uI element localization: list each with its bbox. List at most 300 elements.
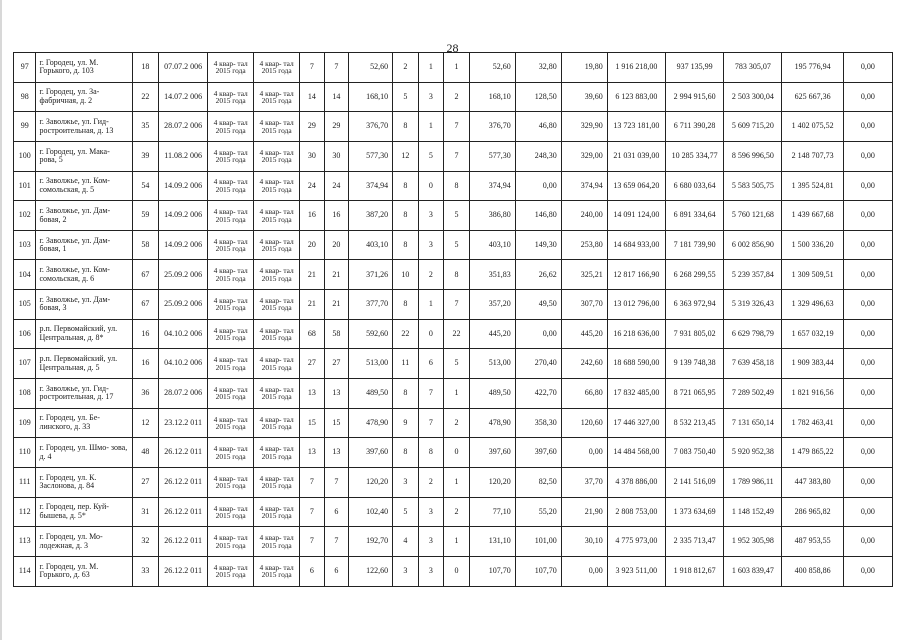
area-3-cell: 422,70	[515, 379, 561, 409]
cost-3-cell: 1 402 075,52	[782, 112, 843, 142]
quarter-start-cell: 4 квар- тал 2015 года	[208, 112, 254, 142]
housing-registry-table	[13, 52, 893, 587]
table-row	[14, 230, 893, 260]
cost-1-cell: 6 268 299,55	[665, 260, 723, 290]
row-number-cell: 100	[14, 141, 36, 171]
cost-total-cell: 14 091 124,00	[607, 201, 665, 231]
count-2-cell: 58	[324, 319, 349, 349]
year-cell: 59	[132, 201, 159, 231]
area-2-cell: 513,00	[469, 349, 515, 379]
address-cell: г. Городец, ул. М. Горького, д. 63	[36, 556, 132, 586]
table-row	[14, 53, 893, 83]
area-3-cell: 49,50	[515, 290, 561, 320]
quarter-start-cell: 4 квар- тал 2015 года	[208, 408, 254, 438]
people-1-cell: 1	[418, 290, 444, 320]
date-cell: 28.07.2 006	[159, 112, 208, 142]
cost-4-cell: 0,00	[843, 438, 892, 468]
quarter-end-cell: 4 квар- тал 2015 года	[254, 319, 300, 349]
quarter-end-cell: 4 квар- тал 2015 года	[254, 556, 300, 586]
area-3-cell: 101,00	[515, 527, 561, 557]
area-3-cell: 55,20	[515, 497, 561, 527]
quarter-start-cell: 4 квар- тал 2015 года	[208, 379, 254, 409]
cost-2-cell: 7 131 650,14	[724, 408, 782, 438]
area-4-cell: 21,90	[561, 497, 607, 527]
year-cell: 39	[132, 141, 159, 171]
area-4-cell: 39,60	[561, 82, 607, 112]
cost-2-cell: 1 952 305,98	[724, 527, 782, 557]
cost-3-cell: 1 782 463,41	[782, 408, 843, 438]
table-row	[14, 408, 893, 438]
cost-1-cell: 7 931 805,02	[665, 319, 723, 349]
count-2-cell: 6	[324, 497, 349, 527]
year-cell: 32	[132, 527, 159, 557]
people-1-cell: 3	[418, 527, 444, 557]
area-total-cell: 168,10	[349, 82, 393, 112]
area-2-cell: 478,90	[469, 408, 515, 438]
cost-1-cell: 6 891 334,64	[665, 201, 723, 231]
people-1-cell: 7	[418, 379, 444, 409]
count-2-cell: 14	[324, 82, 349, 112]
people-2-cell: 1	[444, 379, 470, 409]
quarter-start-cell: 4 квар- тал 2015 года	[208, 349, 254, 379]
cost-total-cell: 14 484 568,00	[607, 438, 665, 468]
people-2-cell: 1	[444, 467, 470, 497]
table-row	[14, 201, 893, 231]
cost-2-cell: 7 639 458,18	[724, 349, 782, 379]
cost-total-cell: 16 218 636,00	[607, 319, 665, 349]
row-number-cell: 113	[14, 527, 36, 557]
table-row	[14, 319, 893, 349]
people-1-cell: 3	[418, 497, 444, 527]
date-cell: 26.12.2 011	[159, 497, 208, 527]
people-2-cell: 1	[444, 53, 470, 83]
area-2-cell: 120,20	[469, 467, 515, 497]
date-cell: 14.07.2 006	[159, 82, 208, 112]
quarter-end-cell: 4 квар- тал 2015 года	[254, 260, 300, 290]
people-total-cell: 8	[393, 290, 419, 320]
cost-2-cell: 5 920 952,38	[724, 438, 782, 468]
people-1-cell: 7	[418, 408, 444, 438]
count-1-cell: 7	[300, 53, 325, 83]
address-cell: г. Заволжье, ул. Дам- бовая, 3	[36, 290, 132, 320]
area-2-cell: 131,10	[469, 527, 515, 557]
address-cell: г. Заволжье, ул. Ком- сомольская, д. 5	[36, 171, 132, 201]
cost-1-cell: 7 181 739,90	[665, 230, 723, 260]
cost-total-cell: 18 688 590,00	[607, 349, 665, 379]
count-1-cell: 24	[300, 171, 325, 201]
row-number-cell: 108	[14, 379, 36, 409]
cost-4-cell: 0,00	[843, 53, 892, 83]
count-2-cell: 7	[324, 527, 349, 557]
date-cell: 14.09.2 006	[159, 201, 208, 231]
cost-1-cell: 2 335 713,47	[665, 527, 723, 557]
cost-1-cell: 9 139 748,38	[665, 349, 723, 379]
year-cell: 48	[132, 438, 159, 468]
quarter-start-cell: 4 квар- тал 2015 года	[208, 53, 254, 83]
table-row	[14, 112, 893, 142]
area-total-cell: 397,60	[349, 438, 393, 468]
count-1-cell: 20	[300, 230, 325, 260]
people-total-cell: 5	[393, 82, 419, 112]
row-number-cell: 103	[14, 230, 36, 260]
area-2-cell: 168,10	[469, 82, 515, 112]
row-number-cell: 105	[14, 290, 36, 320]
area-3-cell: 128,50	[515, 82, 561, 112]
people-2-cell: 8	[444, 171, 470, 201]
cost-4-cell: 0,00	[843, 556, 892, 586]
date-cell: 28.07.2 006	[159, 379, 208, 409]
area-4-cell: 66,80	[561, 379, 607, 409]
cost-2-cell: 5 319 326,43	[724, 290, 782, 320]
area-3-cell: 397,60	[515, 438, 561, 468]
quarter-start-cell: 4 квар- тал 2015 года	[208, 201, 254, 231]
area-3-cell: 0,00	[515, 171, 561, 201]
address-cell: г. Городец, ул. Бе- линского, д. 33	[36, 408, 132, 438]
cost-3-cell: 195 776,94	[782, 53, 843, 83]
address-cell: г. Городец, ул. За- фабричная, д. 2	[36, 82, 132, 112]
quarter-start-cell: 4 квар- тал 2015 года	[208, 467, 254, 497]
people-2-cell: 5	[444, 349, 470, 379]
table-row	[14, 438, 893, 468]
cost-4-cell: 0,00	[843, 201, 892, 231]
address-cell: г. Заволжье, ул. Гид- ростроительная, д. 13	[36, 112, 132, 142]
area-total-cell: 377,70	[349, 290, 393, 320]
area-2-cell: 397,60	[469, 438, 515, 468]
quarter-start-cell: 4 квар- тал 2015 года	[208, 230, 254, 260]
cost-3-cell: 1 329 496,63	[782, 290, 843, 320]
count-2-cell: 27	[324, 349, 349, 379]
people-2-cell: 22	[444, 319, 470, 349]
area-2-cell: 577,30	[469, 141, 515, 171]
quarter-start-cell: 4 квар- тал 2015 года	[208, 290, 254, 320]
cost-2-cell: 1 603 839,47	[724, 556, 782, 586]
people-2-cell: 7	[444, 290, 470, 320]
people-total-cell: 8	[393, 201, 419, 231]
date-cell: 14.09.2 006	[159, 171, 208, 201]
date-cell: 04.10.2 006	[159, 349, 208, 379]
people-total-cell: 12	[393, 141, 419, 171]
quarter-end-cell: 4 квар- тал 2015 года	[254, 497, 300, 527]
cost-total-cell: 2 808 753,00	[607, 497, 665, 527]
cost-1-cell: 6 711 390,28	[665, 112, 723, 142]
area-total-cell: 577,30	[349, 141, 393, 171]
count-2-cell: 20	[324, 230, 349, 260]
year-cell: 18	[132, 53, 159, 83]
area-2-cell: 351,83	[469, 260, 515, 290]
people-1-cell: 3	[418, 556, 444, 586]
cost-1-cell: 937 135,99	[665, 53, 723, 83]
year-cell: 16	[132, 349, 159, 379]
cost-2-cell: 5 239 357,84	[724, 260, 782, 290]
cost-1-cell: 8 532 213,45	[665, 408, 723, 438]
quarter-end-cell: 4 квар- тал 2015 года	[254, 230, 300, 260]
cost-3-cell: 1 909 383,44	[782, 349, 843, 379]
row-number-cell: 101	[14, 171, 36, 201]
people-2-cell: 2	[444, 408, 470, 438]
quarter-start-cell: 4 квар- тал 2015 года	[208, 556, 254, 586]
cost-4-cell: 0,00	[843, 290, 892, 320]
cost-3-cell: 1 657 032,19	[782, 319, 843, 349]
cost-total-cell: 13 723 181,00	[607, 112, 665, 142]
cost-4-cell: 0,00	[843, 82, 892, 112]
area-4-cell: 30,10	[561, 527, 607, 557]
people-total-cell: 3	[393, 467, 419, 497]
people-total-cell: 2	[393, 53, 419, 83]
table-row	[14, 497, 893, 527]
year-cell: 16	[132, 319, 159, 349]
address-cell: г. Городец, пер. Куй- бышева, д. 5*	[36, 497, 132, 527]
people-1-cell: 1	[418, 112, 444, 142]
year-cell: 67	[132, 290, 159, 320]
area-total-cell: 122,60	[349, 556, 393, 586]
cost-3-cell: 1 395 524,81	[782, 171, 843, 201]
area-4-cell: 240,00	[561, 201, 607, 231]
year-cell: 22	[132, 82, 159, 112]
table-row	[14, 82, 893, 112]
area-3-cell: 107,70	[515, 556, 561, 586]
people-total-cell: 8	[393, 112, 419, 142]
people-1-cell: 5	[418, 141, 444, 171]
people-2-cell: 2	[444, 497, 470, 527]
people-1-cell: 6	[418, 349, 444, 379]
cost-total-cell: 3 923 511,00	[607, 556, 665, 586]
area-2-cell: 107,70	[469, 556, 515, 586]
quarter-start-cell: 4 квар- тал 2015 года	[208, 260, 254, 290]
cost-1-cell: 2 141 516,09	[665, 467, 723, 497]
date-cell: 26.12.2 011	[159, 556, 208, 586]
quarter-end-cell: 4 квар- тал 2015 года	[254, 467, 300, 497]
count-1-cell: 68	[300, 319, 325, 349]
people-1-cell: 3	[418, 82, 444, 112]
page-number: 28	[446, 41, 459, 55]
year-cell: 12	[132, 408, 159, 438]
year-cell: 33	[132, 556, 159, 586]
people-2-cell: 8	[444, 260, 470, 290]
table-row	[14, 379, 893, 409]
people-1-cell: 3	[418, 201, 444, 231]
area-4-cell: 19,80	[561, 53, 607, 83]
cost-3-cell: 1 821 916,56	[782, 379, 843, 409]
area-4-cell: 374,94	[561, 171, 607, 201]
area-total-cell: 52,60	[349, 53, 393, 83]
cost-1-cell: 2 994 915,60	[665, 82, 723, 112]
cost-total-cell: 17 446 327,00	[607, 408, 665, 438]
area-4-cell: 253,80	[561, 230, 607, 260]
row-number-cell: 109	[14, 408, 36, 438]
count-1-cell: 27	[300, 349, 325, 379]
area-total-cell: 592,60	[349, 319, 393, 349]
year-cell: 31	[132, 497, 159, 527]
area-2-cell: 77,10	[469, 497, 515, 527]
address-cell: г. Заволжье, ул. Дам- бовая, 1	[36, 230, 132, 260]
count-1-cell: 13	[300, 438, 325, 468]
quarter-end-cell: 4 квар- тал 2015 года	[254, 53, 300, 83]
cost-4-cell: 0,00	[843, 141, 892, 171]
area-total-cell: 478,90	[349, 408, 393, 438]
address-cell: р.п. Первомайский, ул. Центральная, д. 5	[36, 349, 132, 379]
people-2-cell: 0	[444, 556, 470, 586]
date-cell: 26.12.2 011	[159, 438, 208, 468]
area-3-cell: 270,40	[515, 349, 561, 379]
cost-4-cell: 0,00	[843, 527, 892, 557]
cost-4-cell: 0,00	[843, 230, 892, 260]
date-cell: 07.07.2 006	[159, 53, 208, 83]
table-row	[14, 349, 893, 379]
area-total-cell: 376,70	[349, 112, 393, 142]
date-cell: 11.08.2 006	[159, 141, 208, 171]
row-number-cell: 97	[14, 53, 36, 83]
quarter-start-cell: 4 квар- тал 2015 года	[208, 497, 254, 527]
cost-3-cell: 1 309 509,51	[782, 260, 843, 290]
cost-4-cell: 0,00	[843, 467, 892, 497]
date-cell: 26.12.2 011	[159, 467, 208, 497]
cost-4-cell: 0,00	[843, 497, 892, 527]
quarter-start-cell: 4 квар- тал 2015 года	[208, 171, 254, 201]
date-cell: 23.12.2 011	[159, 408, 208, 438]
cost-total-cell: 17 832 485,00	[607, 379, 665, 409]
count-1-cell: 15	[300, 408, 325, 438]
cost-3-cell: 286 965,82	[782, 497, 843, 527]
people-total-cell: 8	[393, 171, 419, 201]
area-2-cell: 489,50	[469, 379, 515, 409]
people-total-cell: 11	[393, 349, 419, 379]
table-row	[14, 260, 893, 290]
count-2-cell: 21	[324, 290, 349, 320]
area-total-cell: 513,00	[349, 349, 393, 379]
people-1-cell: 0	[418, 171, 444, 201]
cost-total-cell: 13 659 064,20	[607, 171, 665, 201]
cost-total-cell: 1 916 218,00	[607, 53, 665, 83]
cost-2-cell: 6 629 798,79	[724, 319, 782, 349]
cost-1-cell: 6 363 972,94	[665, 290, 723, 320]
area-2-cell: 445,20	[469, 319, 515, 349]
area-4-cell: 37,70	[561, 467, 607, 497]
cost-4-cell: 0,00	[843, 112, 892, 142]
cost-2-cell: 5 760 121,68	[724, 201, 782, 231]
cost-4-cell: 0,00	[843, 408, 892, 438]
cost-2-cell: 7 289 502,49	[724, 379, 782, 409]
people-total-cell: 8	[393, 379, 419, 409]
count-1-cell: 29	[300, 112, 325, 142]
people-total-cell: 5	[393, 497, 419, 527]
cost-1-cell: 1 373 634,69	[665, 497, 723, 527]
address-cell: г. Городец, ул. Мака- рова, 5	[36, 141, 132, 171]
cost-4-cell: 0,00	[843, 349, 892, 379]
area-4-cell: 242,60	[561, 349, 607, 379]
area-4-cell: 329,00	[561, 141, 607, 171]
count-2-cell: 21	[324, 260, 349, 290]
people-1-cell: 1	[418, 53, 444, 83]
people-total-cell: 8	[393, 230, 419, 260]
table-row	[14, 141, 893, 171]
area-3-cell: 149,30	[515, 230, 561, 260]
cost-3-cell: 625 667,36	[782, 82, 843, 112]
count-1-cell: 30	[300, 141, 325, 171]
quarter-end-cell: 4 квар- тал 2015 года	[254, 527, 300, 557]
area-total-cell: 374,94	[349, 171, 393, 201]
count-2-cell: 7	[324, 467, 349, 497]
cost-1-cell: 1 918 812,67	[665, 556, 723, 586]
people-2-cell: 2	[444, 82, 470, 112]
table-body	[14, 53, 893, 587]
cost-total-cell: 13 012 796,00	[607, 290, 665, 320]
area-total-cell: 102,40	[349, 497, 393, 527]
quarter-end-cell: 4 квар- тал 2015 года	[254, 379, 300, 409]
area-4-cell: 0,00	[561, 556, 607, 586]
area-2-cell: 374,94	[469, 171, 515, 201]
year-cell: 27	[132, 467, 159, 497]
table-row	[14, 467, 893, 497]
cost-total-cell: 4 378 886,00	[607, 467, 665, 497]
quarter-end-cell: 4 квар- тал 2015 года	[254, 408, 300, 438]
people-2-cell: 0	[444, 438, 470, 468]
people-total-cell: 3	[393, 556, 419, 586]
count-2-cell: 16	[324, 201, 349, 231]
count-1-cell: 7	[300, 527, 325, 557]
people-2-cell: 7	[444, 112, 470, 142]
cost-total-cell: 12 817 166,90	[607, 260, 665, 290]
table-row	[14, 290, 893, 320]
area-3-cell: 146,80	[515, 201, 561, 231]
cost-2-cell: 5 609 715,20	[724, 112, 782, 142]
area-3-cell: 46,80	[515, 112, 561, 142]
area-3-cell: 358,30	[515, 408, 561, 438]
cost-2-cell: 6 002 856,90	[724, 230, 782, 260]
count-1-cell: 13	[300, 379, 325, 409]
area-total-cell: 489,50	[349, 379, 393, 409]
count-2-cell: 13	[324, 379, 349, 409]
count-1-cell: 7	[300, 497, 325, 527]
cost-total-cell: 4 775 973,00	[607, 527, 665, 557]
count-2-cell: 6	[324, 556, 349, 586]
people-2-cell: 1	[444, 527, 470, 557]
cost-total-cell: 14 684 933,00	[607, 230, 665, 260]
cost-2-cell: 783 305,07	[724, 53, 782, 83]
row-number-cell: 102	[14, 201, 36, 231]
count-1-cell: 16	[300, 201, 325, 231]
cost-total-cell: 21 031 039,00	[607, 141, 665, 171]
people-2-cell: 7	[444, 141, 470, 171]
cost-1-cell: 8 721 065,95	[665, 379, 723, 409]
area-total-cell: 120,20	[349, 467, 393, 497]
area-2-cell: 376,70	[469, 112, 515, 142]
area-3-cell: 0,00	[515, 319, 561, 349]
year-cell: 67	[132, 260, 159, 290]
people-1-cell: 2	[418, 260, 444, 290]
quarter-start-cell: 4 квар- тал 2015 года	[208, 319, 254, 349]
people-total-cell: 4	[393, 527, 419, 557]
people-1-cell: 2	[418, 467, 444, 497]
count-2-cell: 7	[324, 53, 349, 83]
area-total-cell: 403,10	[349, 230, 393, 260]
cost-2-cell: 8 596 996,50	[724, 141, 782, 171]
count-2-cell: 24	[324, 171, 349, 201]
area-2-cell: 386,80	[469, 201, 515, 231]
cost-4-cell: 0,00	[843, 171, 892, 201]
date-cell: 14.09.2 006	[159, 230, 208, 260]
people-total-cell: 10	[393, 260, 419, 290]
people-1-cell: 3	[418, 230, 444, 260]
area-total-cell: 371,26	[349, 260, 393, 290]
date-cell: 25.09.2 006	[159, 260, 208, 290]
cost-2-cell: 1 789 986,11	[724, 467, 782, 497]
cost-1-cell: 7 083 750,40	[665, 438, 723, 468]
area-2-cell: 357,20	[469, 290, 515, 320]
cost-4-cell: 0,00	[843, 379, 892, 409]
count-1-cell: 14	[300, 82, 325, 112]
quarter-end-cell: 4 квар- тал 2015 года	[254, 82, 300, 112]
cost-4-cell: 0,00	[843, 319, 892, 349]
